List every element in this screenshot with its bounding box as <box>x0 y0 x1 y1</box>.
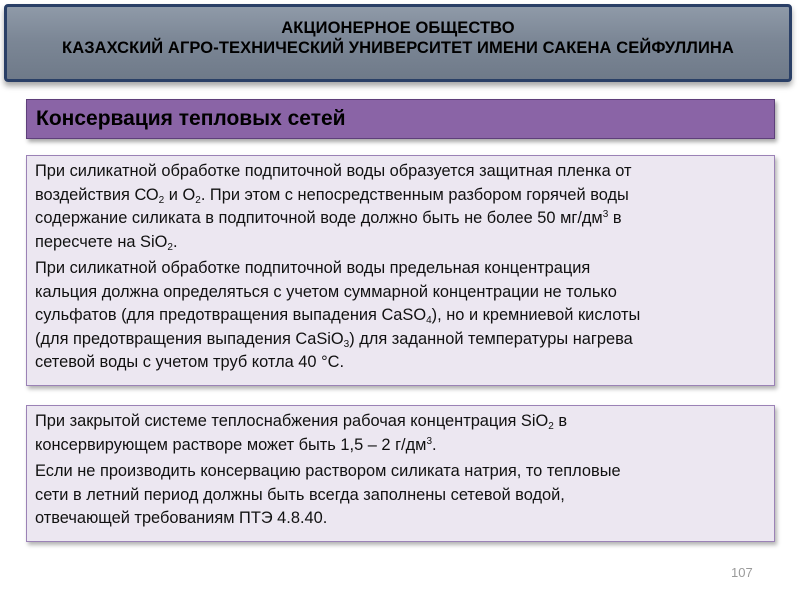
header-line-2: КАЗАХСКИЙ АГРО-ТЕХНИЧЕСКИЙ УНИВЕРСИТЕТ ИМЕНИ САКЕНА СЕЙФУЛЛИНА <box>62 39 734 57</box>
text-line: содержание силиката в подпиточной воде должно быть не более 50 $мг/дм^3$ в <box>35 209 622 227</box>
paragraph-calcium-concentration <box>35 257 766 375</box>
paragraph-silicate-film <box>35 160 766 254</box>
text-line: Если не производить консервацию раствором силиката натрия, то тепловые <box>35 462 621 480</box>
slide-title: Консервация тепловых сетей <box>26 99 775 139</box>
text-line: (для предотвращения выпадения CaSiO$_3$) для заданной температуры нагрева <box>35 329 633 350</box>
text-line: кальция должна определяться с учетом суммарной концентрации не только <box>35 282 617 301</box>
page-number: 107 <box>731 565 753 580</box>
text-line: сетевой воды с учетом труб котла 40 °С. <box>35 353 345 371</box>
text-line: При закрытой системе теплоснабжения рабочая концентрация SiO$_2$ в <box>35 412 568 432</box>
text-line: консервирующем растворе может быть 1,5 – 2 $г/дм^3$. <box>35 435 437 454</box>
header-line-1: АКЦИОНЕРНОЕ ОБЩЕСТВО <box>281 19 515 37</box>
text-line: сульфатов (для предотвращения выпадения CaSO$_4$), но и кремниевой кислоты <box>35 306 641 326</box>
paragraph-summer-period <box>35 460 766 531</box>
text-line: При силикатной обработке подпиточной воды предельная концентрация <box>35 259 591 277</box>
content-box-1 <box>26 155 775 386</box>
text-line: отвечающей требованиям ПТЭ 4.8.40. <box>35 509 328 527</box>
text-line: воздействия $СО_2$ и $О_2$. При этом с непосредственным разбором горячей воды <box>35 185 629 206</box>
text-line: сети в летний период должны быть всегда заполнены сетевой водой, <box>35 485 565 504</box>
content-box-2 <box>26 405 775 542</box>
paragraph-closed-system <box>35 410 766 457</box>
header-banner <box>4 4 792 82</box>
text-line: При силикатной обработке подпиточной воды образуется защитная пленка от <box>35 162 632 180</box>
text-line: пересчете на SiO$_2$. <box>35 232 178 253</box>
